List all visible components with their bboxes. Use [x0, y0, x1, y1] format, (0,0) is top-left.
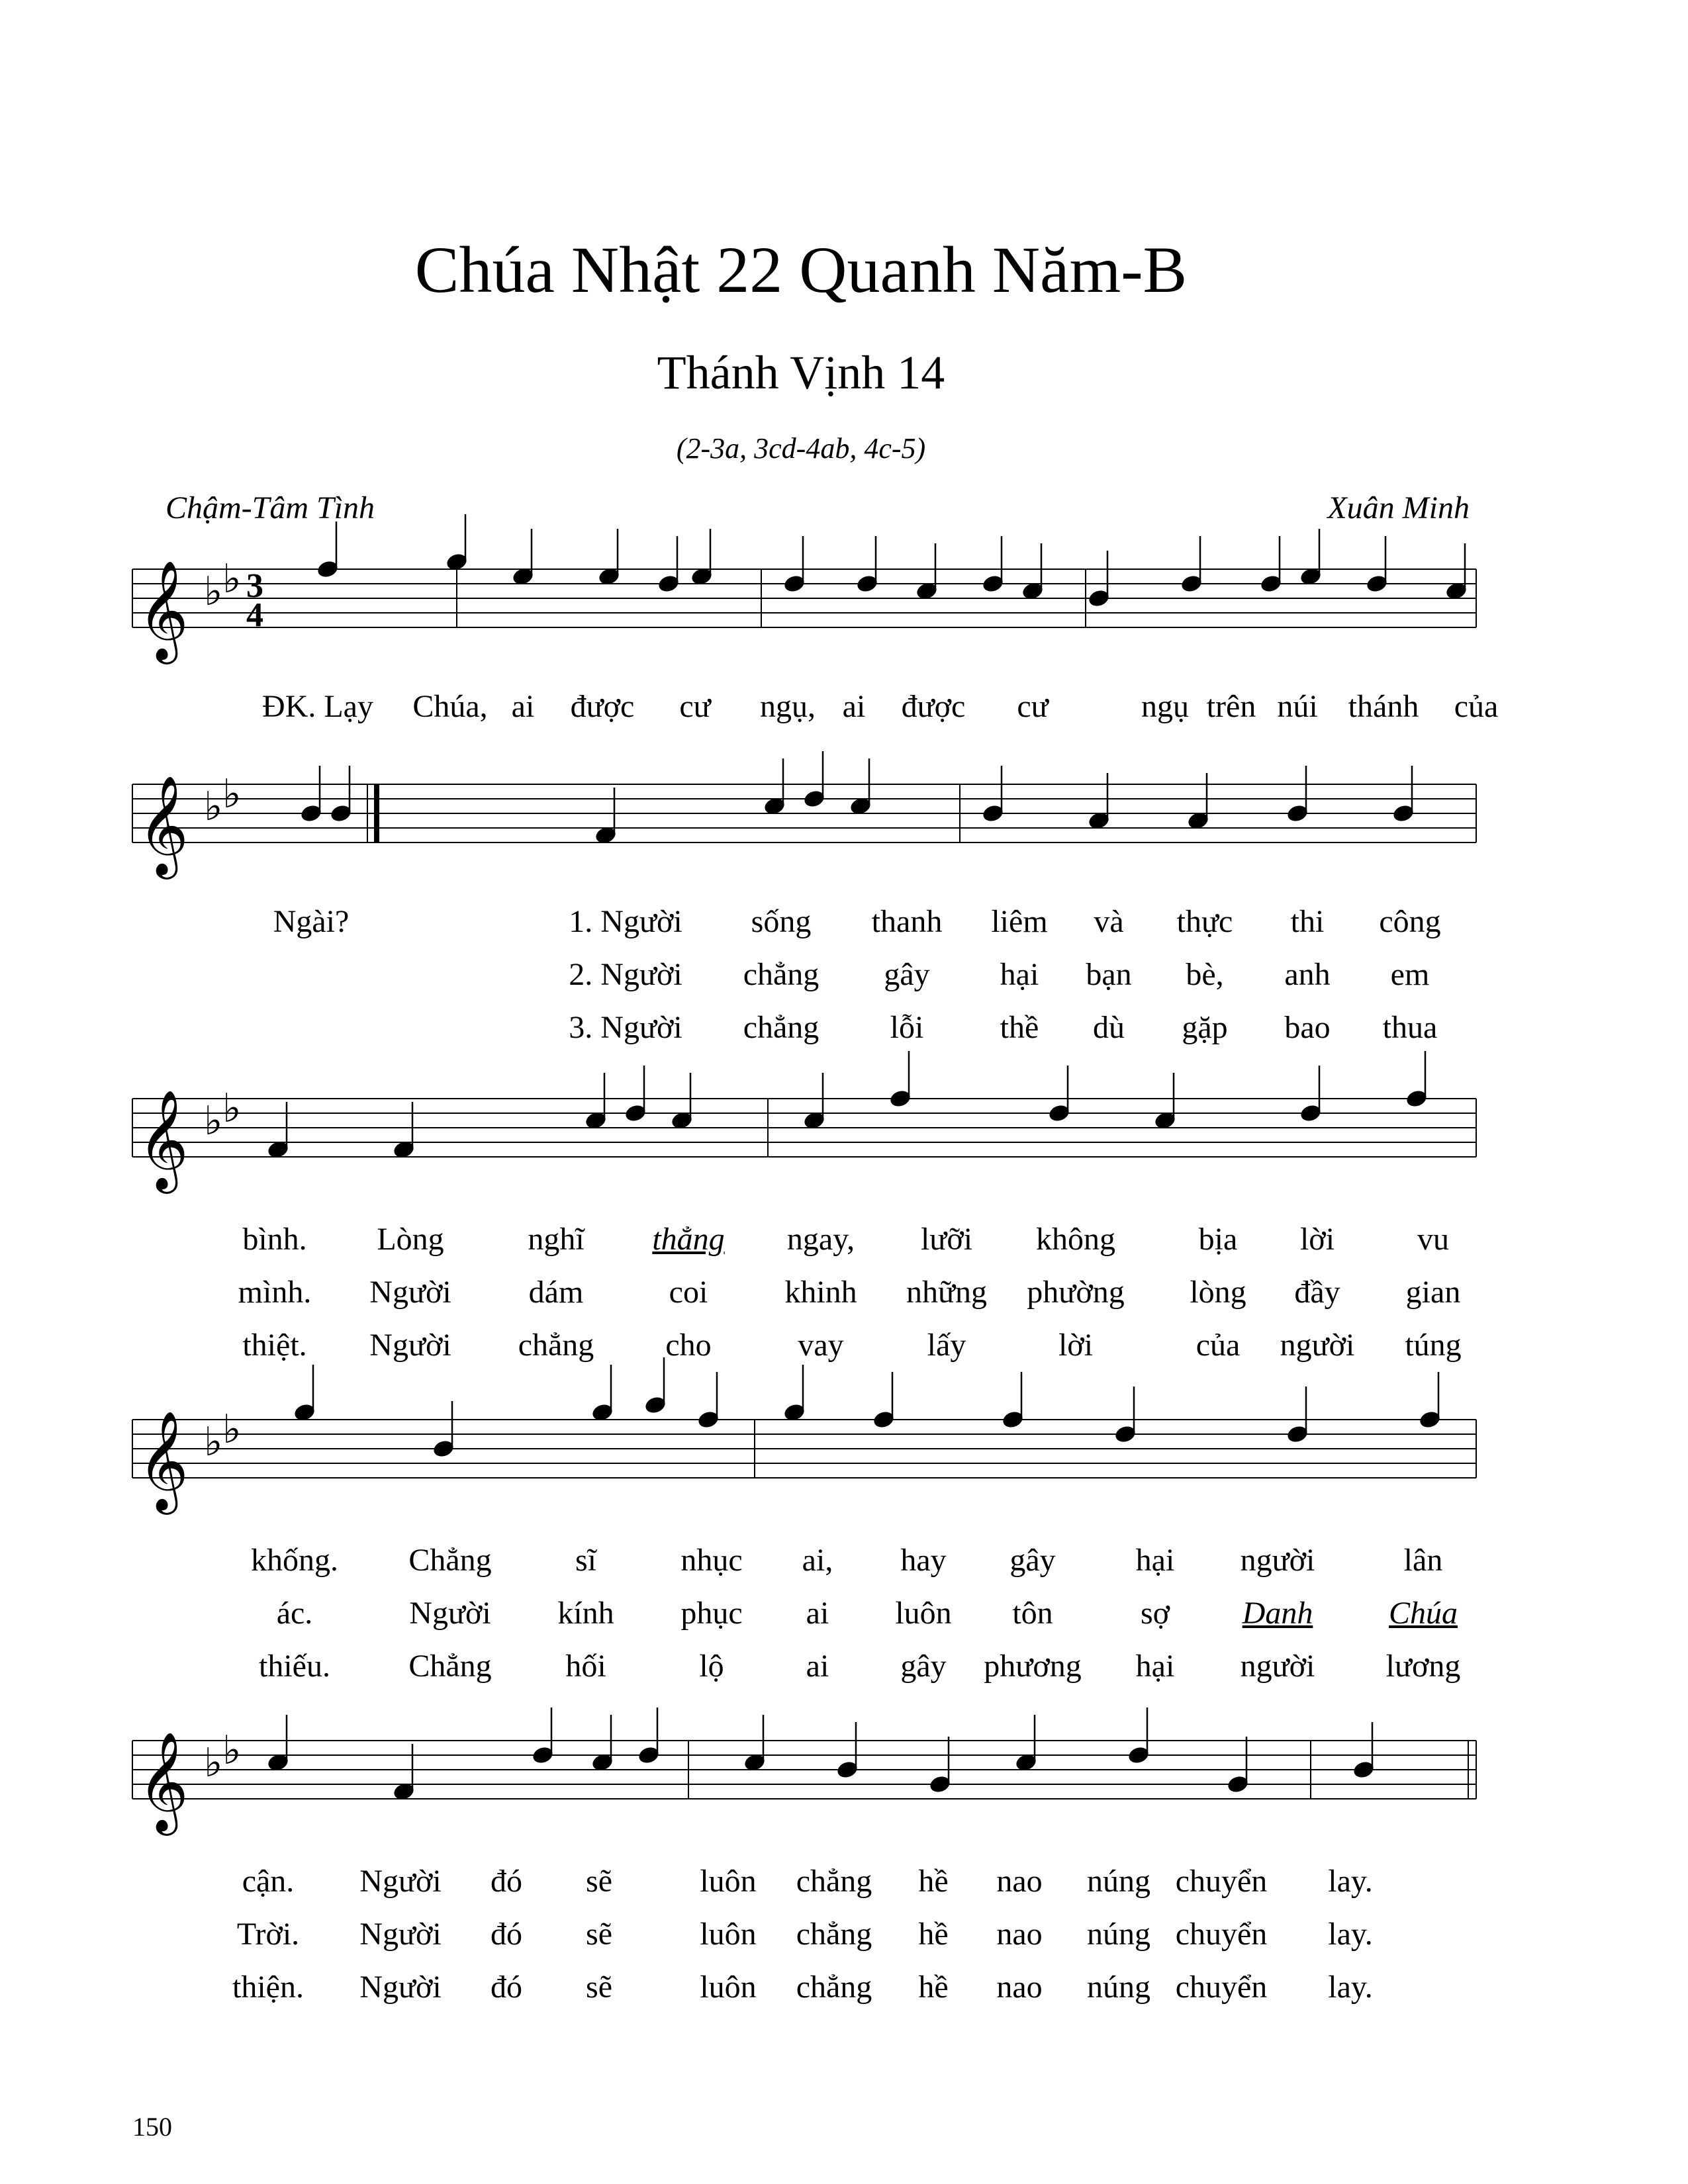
lyric-syllable: chẳng [743, 957, 820, 992]
lyric-syllable: Chẳng [408, 1649, 492, 1684]
lyric-syllable: em [1390, 957, 1430, 992]
note-head [594, 825, 618, 846]
lyric-syllable: hại [1000, 957, 1039, 992]
note-head [624, 1103, 647, 1124]
note-head [1226, 1774, 1250, 1795]
note-head [1365, 574, 1389, 594]
lyric-syllable: phục [680, 1596, 743, 1631]
lyric-syllable: Người [359, 1917, 442, 1952]
lyric-syllable: ác. [276, 1596, 313, 1631]
note-head [763, 796, 786, 817]
lyric-syllable: thiện. [232, 1970, 304, 2005]
note-head [1113, 1424, 1137, 1445]
note-head [696, 1410, 720, 1430]
lyric-syllable: Người [369, 1328, 451, 1363]
lyric-syllable: vu [1417, 1222, 1449, 1257]
lyric-syllable: gian [1405, 1275, 1461, 1310]
lyric-syllable: cư [1017, 689, 1049, 724]
lyric-syllable: lưỡi [920, 1222, 973, 1257]
lyric-syllable: nao [996, 1917, 1043, 1952]
lyric-syllable: gặp [1182, 1010, 1228, 1045]
flat-icon: ♭ [222, 1727, 242, 1774]
lyric-syllable: ngụ [1141, 689, 1189, 724]
note-head [981, 803, 1005, 824]
lyric-syllable: chuyển [1175, 1864, 1268, 1899]
note-head [743, 1752, 767, 1773]
note-head [1087, 811, 1111, 831]
lyric-syllable: đó [491, 1970, 522, 2005]
lyric-syllable: gây [1009, 1543, 1056, 1578]
lyric-syllable: lay. [1328, 1864, 1373, 1899]
flat-icon: ♭ [222, 1406, 242, 1453]
lyric-syllable: hại [1135, 1649, 1175, 1684]
lyric-syllable: sợ [1140, 1596, 1170, 1631]
lyric-syllable: bịa [1198, 1222, 1238, 1257]
treble-clef-icon: 𝄞 [138, 1410, 189, 1510]
lyric-syllable: Người [369, 1275, 451, 1310]
lyric-syllable: gây [884, 957, 930, 992]
lyric-syllable: lời [1058, 1328, 1094, 1363]
lyric-syllable: của [1196, 1328, 1241, 1363]
note-head [597, 567, 621, 587]
note-head [1391, 803, 1415, 824]
lyric-syllable: cư [679, 689, 711, 724]
lyric-syllable: đầy [1294, 1275, 1340, 1310]
note-head [1001, 1410, 1025, 1430]
lyric-syllable: mình. [238, 1275, 312, 1310]
lyric-syllable: coi [669, 1275, 708, 1310]
lyric-syllable: ai [842, 689, 866, 724]
note-head [657, 574, 680, 594]
lyric-syllable: Danh [1242, 1596, 1313, 1631]
lyric-syllable: lời [1299, 1222, 1335, 1257]
lyric-syllable: ai [511, 689, 535, 724]
note-head [849, 796, 872, 817]
lyric-syllable: chẳng [743, 1010, 820, 1045]
lyric-syllable: lay. [1328, 1970, 1373, 2005]
lyric-syllable: Chúa [1388, 1596, 1458, 1631]
note-head [329, 803, 353, 824]
lyric-syllable: không [1036, 1222, 1115, 1257]
lyric-syllable: chuyển [1175, 1970, 1268, 2005]
note-head [782, 1402, 806, 1423]
note-head [782, 574, 806, 594]
lyric-syllable: những [906, 1275, 988, 1310]
lyric-syllable: chuyển [1175, 1917, 1268, 1952]
note-head [392, 1140, 416, 1160]
lyric-syllable: người [1240, 1543, 1315, 1578]
lyric-syllable: nao [996, 1864, 1043, 1899]
lyric-syllable: ĐK. Lạy [262, 689, 373, 724]
lyric-syllable: anh [1284, 957, 1331, 992]
lyric-syllable: gây [900, 1649, 947, 1684]
lyric-syllable: đó [491, 1917, 522, 1952]
lyric-syllable: được [901, 689, 966, 724]
lyric-syllable: 2. Người [569, 957, 682, 992]
flat-icon: ♭ [222, 771, 242, 817]
lyric-syllable: vay [798, 1328, 844, 1363]
lyric-syllable: nhục [680, 1543, 743, 1578]
note-head [670, 1111, 694, 1131]
lyric-syllable: Chẳng [408, 1543, 492, 1578]
note-head [1087, 588, 1111, 609]
note-head [1286, 1424, 1309, 1445]
note-head [590, 1752, 614, 1773]
note-head [584, 1111, 608, 1131]
lyric-syllable: đó [491, 1864, 522, 1899]
lyric-syllable: thực [1176, 904, 1233, 939]
lyric-syllable: nghĩ [528, 1222, 585, 1257]
lyric-syllable: Chúa, [412, 689, 488, 724]
note-head [1047, 1103, 1071, 1124]
lyric-syllable: Người [409, 1596, 491, 1631]
note-head [1014, 1752, 1038, 1773]
lyric-syllable: hay [900, 1543, 947, 1578]
lyric-syllable: tôn [1012, 1596, 1053, 1631]
lyric-syllable: thẳng [652, 1222, 725, 1257]
lyric-syllable: chẳng [796, 1864, 872, 1899]
lyric-syllable: của [1454, 689, 1499, 724]
lyric-syllable: 1. Người [569, 904, 682, 939]
note-head [392, 1782, 416, 1802]
note-head [1127, 1745, 1150, 1766]
lyric-syllable: công [1379, 904, 1441, 939]
lyric-syllable: sẽ [586, 1917, 612, 1952]
lyric-syllable: nao [996, 1970, 1043, 2005]
note-head [835, 1760, 859, 1780]
lyric-syllable: bình. [242, 1222, 307, 1257]
lyric-syllable: liêm [991, 904, 1048, 939]
lyric-syllable: lòng [1190, 1275, 1246, 1310]
note-head [1444, 581, 1468, 602]
lyric-syllable: 3. Người [569, 1010, 682, 1045]
flat-icon: ♭ [222, 1085, 242, 1132]
lyric-syllable: thua [1382, 1010, 1438, 1045]
lyric-syllable: lân [1403, 1543, 1443, 1578]
lyric-syllable: bạn [1086, 957, 1132, 992]
flat-icon: ♭ [204, 1419, 223, 1465]
lyric-syllable: Người [359, 1864, 442, 1899]
lyric-syllable: Lòng [377, 1222, 444, 1257]
lyric-syllable: sống [751, 904, 812, 939]
lyric-syllable: lỗi [890, 1010, 924, 1045]
time-signature-top: 3 [246, 567, 263, 605]
note-head [1418, 1410, 1442, 1430]
treble-clef-icon: 𝄞 [138, 559, 189, 660]
flat-icon: ♭ [204, 1098, 223, 1144]
note-head [1153, 1111, 1177, 1131]
lyric-syllable: thi [1290, 904, 1325, 939]
lyric-syllable: dù [1093, 1010, 1125, 1045]
note-head [1286, 803, 1309, 824]
lyric-syllable: thề [1000, 1010, 1039, 1045]
lyric-syllable: luôn [700, 1917, 757, 1952]
treble-clef-icon: 𝄞 [138, 1089, 189, 1189]
lyric-syllable: cho [665, 1328, 712, 1363]
lyric-syllable: núng [1087, 1970, 1150, 2005]
lyric-syllable: dám [528, 1275, 584, 1310]
verse-reference: (2-3a, 3cd-4ab, 4c-5) [676, 432, 926, 465]
time-signature-bottom: 4 [246, 596, 263, 634]
lyric-syllable: thiệt. [242, 1328, 307, 1363]
lyric-syllable: hề [918, 1917, 949, 1952]
lyric-syllable: khinh [784, 1275, 857, 1310]
flat-icon: ♭ [204, 784, 223, 830]
lyric-syllable: ai [806, 1596, 829, 1631]
lyric-syllable: chẳng [796, 1917, 872, 1952]
lyric-syllable: ai, [802, 1543, 833, 1578]
note-head [511, 567, 535, 587]
note-head [1299, 1103, 1323, 1124]
lyric-syllable: cận. [242, 1864, 295, 1899]
note-head [872, 1410, 896, 1430]
note-head [888, 1089, 912, 1109]
note-head [690, 567, 714, 587]
lyric-syllable: phương [984, 1649, 1082, 1684]
lyric-syllable: người [1280, 1328, 1355, 1363]
note-head [266, 1752, 290, 1773]
lyric-syllable: người [1240, 1649, 1315, 1684]
treble-clef-icon: 𝄞 [138, 774, 189, 875]
lyric-syllable: luôn [895, 1596, 952, 1631]
note-head [1352, 1760, 1376, 1780]
lyric-syllable: thiếu. [259, 1649, 330, 1684]
lyric-syllable: sẽ [586, 1864, 612, 1899]
page-title: Chúa Nhật 22 Quanh Năm-B [414, 233, 1188, 306]
lyric-syllable: ngay, [786, 1222, 855, 1257]
note-head [266, 1140, 290, 1160]
lyric-syllable: Người [359, 1970, 442, 2005]
note-head [915, 581, 939, 602]
lyric-syllable: lay. [1328, 1917, 1373, 1952]
lyric-syllable: khống. [251, 1543, 338, 1578]
note-head [590, 1402, 614, 1423]
lyric-syllable: thánh [1348, 689, 1419, 724]
note-head [855, 574, 879, 594]
lyric-syllable: hối [565, 1649, 606, 1684]
note-head [1259, 574, 1283, 594]
lyric-syllable: chẳng [796, 1970, 872, 2005]
lyric-syllable: phường [1027, 1275, 1125, 1310]
flat-icon: ♭ [204, 569, 223, 615]
lyric-syllable: luôn [700, 1864, 757, 1899]
lyric-syllable: Ngài? [273, 904, 350, 939]
flat-icon: ♭ [222, 556, 242, 602]
lyric-syllable: núng [1087, 1864, 1150, 1899]
lyric-syllable: ai [806, 1649, 829, 1684]
lyric-syllable: lấy [927, 1328, 966, 1363]
lyric-syllable: bao [1284, 1010, 1331, 1045]
note-head [316, 559, 340, 580]
lyric-syllable: lương [1385, 1649, 1461, 1684]
lyric-syllable: luôn [700, 1970, 757, 2005]
tempo-marking: Chậm-Tâm Tình [165, 490, 375, 525]
note-head [1186, 811, 1210, 831]
lyric-syllable: kính [557, 1596, 614, 1631]
lyric-syllable: được [570, 689, 635, 724]
lyric-syllable: sẽ [586, 1970, 612, 2005]
lyric-syllable: ngụ, [760, 689, 816, 724]
lyric-syllable: núng [1087, 1917, 1150, 1952]
note-head [531, 1745, 555, 1766]
lyric-syllable: chẳng [518, 1328, 594, 1363]
lyric-syllable: túng [1405, 1328, 1462, 1363]
lyric-syllable: núi [1277, 689, 1318, 724]
note-head [981, 574, 1005, 594]
note-head [1180, 574, 1203, 594]
page-number: 150 [132, 2112, 172, 2142]
lyric-syllable: sĩ [575, 1543, 597, 1578]
note-head [1405, 1089, 1429, 1109]
flat-icon: ♭ [204, 1740, 223, 1786]
lyric-syllable: Trời. [236, 1917, 300, 1952]
lyric-syllable: hề [918, 1864, 949, 1899]
lyric-syllable: và [1094, 904, 1124, 939]
note-head [802, 1111, 826, 1131]
lyric-syllable: lộ [699, 1649, 724, 1684]
note-head [299, 803, 323, 824]
lyric-syllable: hề [918, 1970, 949, 2005]
treble-clef-icon: 𝄞 [138, 1731, 189, 1831]
page-subtitle: Thánh Vịnh 14 [657, 346, 945, 399]
note-head [637, 1745, 661, 1766]
lyric-syllable: hại [1135, 1543, 1175, 1578]
note-head [445, 552, 469, 572]
note-head [643, 1395, 667, 1416]
lyric-syllable: trên [1206, 689, 1256, 724]
note-head [1299, 567, 1323, 587]
note-head [432, 1439, 455, 1459]
lyric-syllable: thanh [871, 904, 943, 939]
note-head [802, 789, 826, 809]
composer: Xuân Minh [1327, 490, 1470, 525]
lyric-syllable: bè, [1186, 957, 1224, 992]
note-head [1021, 581, 1045, 602]
note-head [928, 1774, 952, 1795]
note-head [293, 1402, 316, 1423]
